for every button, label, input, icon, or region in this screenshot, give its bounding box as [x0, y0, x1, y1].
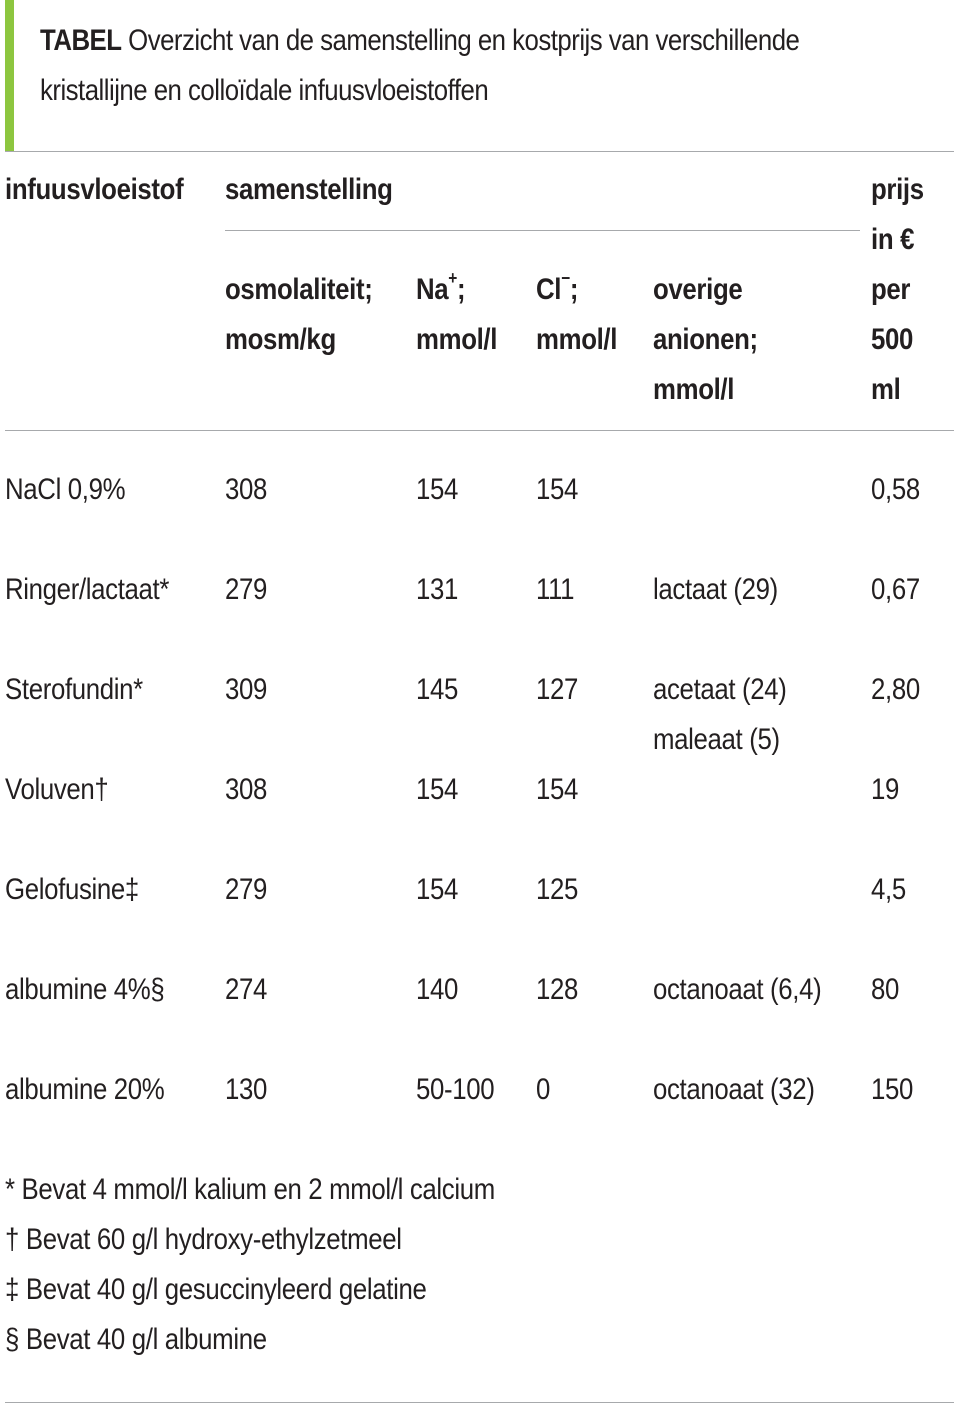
title-line-2: kristallijne en colloïdale infuusvloeistoffen: [40, 74, 489, 107]
cell-price: 4,5: [871, 873, 906, 906]
cell-other: octanoaat (6,4): [653, 973, 822, 1006]
cell-osmo: 274: [225, 973, 268, 1006]
footnote: * Bevat 4 mmol/l kalium en 2 mmol/l calcium: [5, 1173, 495, 1206]
cell-price: 80: [871, 973, 900, 1006]
rule-header: [5, 430, 954, 431]
cell-osmo: 279: [225, 573, 268, 606]
cell-price: 0,67: [871, 573, 920, 606]
title-label: TABEL: [40, 24, 122, 57]
cell-na: 154: [416, 873, 459, 906]
cell-cl: 154: [536, 773, 579, 806]
cell-na: 154: [416, 773, 459, 806]
cell-other: acetaat (24) maleaat (5): [653, 673, 787, 756]
cell-osmo: 308: [225, 473, 268, 506]
cell-osmo: 130: [225, 1073, 268, 1106]
header-other: overige anionen; mmol/l: [653, 273, 758, 406]
cell-price: 19: [871, 773, 900, 806]
rule-top: [5, 151, 954, 152]
cell-osmo: 279: [225, 873, 268, 906]
cell-na: 140: [416, 973, 459, 1006]
cell-price: 2,80: [871, 673, 920, 706]
cell-name: Sterofundin*: [5, 673, 143, 706]
cell-price: 0,58: [871, 473, 920, 506]
cell-na: 145: [416, 673, 459, 706]
header-na: Na+; mmol/l: [416, 268, 498, 356]
table-caption: [0, 0, 954, 151]
footnote: ‡ Bevat 40 g/l gesuccinyleerd gelatine: [5, 1273, 427, 1306]
cell-name: Gelofusine‡: [5, 873, 139, 906]
cell-na: 50-100: [416, 1073, 495, 1106]
title-line-1: Overzicht van de samenstelling en kostprijs van verschillende: [128, 24, 800, 57]
header-cl: Cl−; mmol/l: [536, 268, 618, 356]
cell-cl: 154: [536, 473, 579, 506]
cell-name: albumine 4%§: [5, 973, 165, 1006]
cell-cl: 111: [536, 573, 575, 606]
cell-name: albumine 20%: [5, 1073, 165, 1106]
cell-cl: 128: [536, 973, 579, 1006]
cell-cl: 127: [536, 673, 579, 706]
rule-group: [225, 230, 860, 231]
cell-osmo: 309: [225, 673, 268, 706]
rule-bottom: [5, 1402, 954, 1403]
cell-na: 154: [416, 473, 459, 506]
cell-other: lactaat (29): [653, 573, 778, 606]
cell-na: 131: [416, 573, 459, 606]
header-group: samenstelling: [225, 173, 393, 206]
footnote: § Bevat 40 g/l albumine: [5, 1323, 267, 1356]
cell-cl: 0: [536, 1073, 551, 1106]
header-osmo: osmolaliteit; mosm/kg: [225, 273, 373, 356]
cell-price: 150: [871, 1073, 914, 1106]
footnotes: [5, 1165, 495, 1365]
cell-osmo: 308: [225, 773, 268, 806]
cell-cl: 125: [536, 873, 579, 906]
cell-name: Ringer/lactaat*: [5, 573, 170, 606]
table-title: [40, 16, 824, 116]
accent-bar: [5, 0, 14, 151]
cell-name: NaCl 0,9%: [5, 473, 126, 506]
header-price: prijs in € per 500 ml: [871, 173, 924, 406]
footnote: † Bevat 60 g/l hydroxy-ethylzetmeel: [5, 1223, 402, 1256]
cell-other: octanoaat (32): [653, 1073, 815, 1106]
cell-name: Voluven†: [5, 773, 109, 806]
header-fluid: infuusvloeistof: [5, 173, 184, 206]
